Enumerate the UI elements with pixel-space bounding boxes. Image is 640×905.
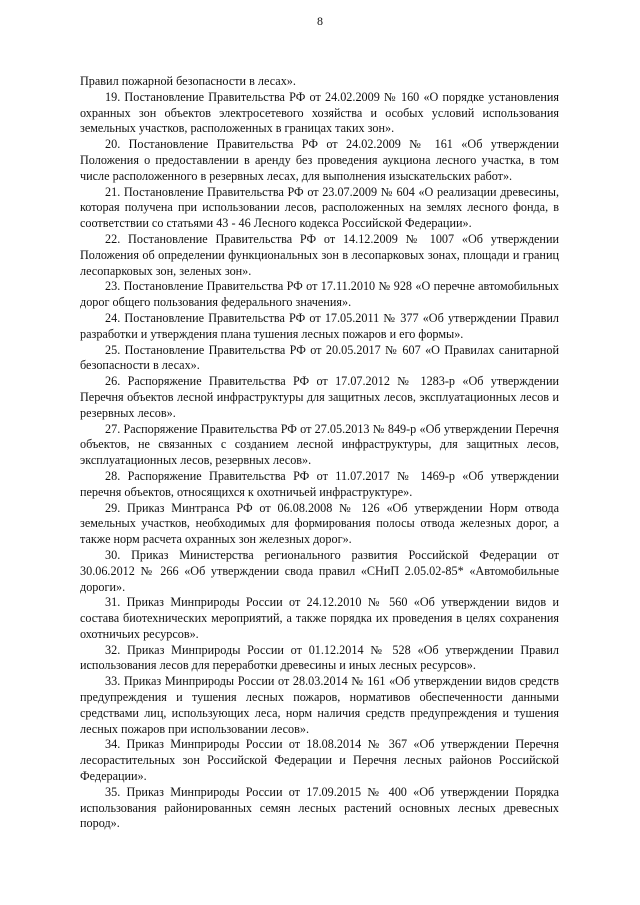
list-item: 34. Приказ Минприроды России от 18.08.2014 № 367 «Об утверждении Перечня лесорастительных зон Российской Федерации и Перечня лесных районов Российской Федерации». xyxy=(80,737,559,784)
list-item: 31. Приказ Минприроды России от 24.12.2010 № 560 «Об утверждении видов и состава биотехнических мероприятий, а также порядка их проведения в целях сохранения охотничьих ресурсов». xyxy=(80,595,559,641)
list-item: 35. Приказ Минприроды России от 17.09.2015 № 400 «Об утверждении Порядка использования районированных семян лесных растений основных лесных древесных пород». xyxy=(80,784,559,831)
list-item: 23. Постановление Правительства РФ от 17.11.2010 № 928 «О перечне автомобильных дорог общего пользования федерального значения». xyxy=(80,279,559,310)
list-item: 21. Постановление Правительства РФ от 23.07.2009 № 604 «О реализации древесины, которая получена при использовании лесов, расположенных на землях лесного фонда, в соответствии со статьями 43 - 46 Лесного кодекса Российской Федерации». xyxy=(80,184,559,231)
list-item: 29. Приказ Минтранса РФ от 06.08.2008 № 126 «Об утверждении Норм отвода земельных участков, необходимых для формирования полосы отвода железных дорог, а также норм расчета охранных зон железных дорог». xyxy=(80,500,559,547)
list-item: 26. Распоряжение Правительства РФ от 17.07.2012 № 1283-р «Об утверждении Перечня объектов лесной инфраструктуры для защитных лесов, эксплуатационных лесов и резервных лесов». xyxy=(80,374,559,420)
regulations-list xyxy=(80,74,559,832)
list-item: 33. Приказ Минприроды России от 28.03.2014 № 161 «Об утверждении видов средств предупреждения и тушения лесных пожаров, нормативов обеспеченности данными средствами лиц, использующих леса, норм наличия средств предупреждения и тушения лесных пожаров при использовании лесов». xyxy=(80,674,559,736)
list-item: 24. Постановление Правительства РФ от 17.05.2011 № 377 «Об утверждении Правил разработки и утверждения плана тушения лесных пожаров и его формы». xyxy=(80,310,559,341)
list-item: 30. Приказ Министерства регионального развития Российской Федерации от 30.06.2012 № 266 «Об утверждении свода правил «СНиП 2.05.02-85* «Автомобильные дороги». xyxy=(80,547,559,594)
list-item: 19. Постановление Правительства РФ от 24.02.2009 № 160 «О порядке установления охранных зон объектов электросетевого хозяйства и особых условий использования земельных участков, расположенных в границах таких зон». xyxy=(80,89,559,136)
list-item: 28. Распоряжение Правительства РФ от 11.07.2017 № 1469-р «Об утверждении перечня объектов, относящихся к охотничьей инфраструктуре». xyxy=(80,468,559,499)
list-item: 20. Постановление Правительства РФ от 24.02.2009 № 161 «Об утверждении Положения о предоставлении в аренду без проведения аукциона лесного участка, в том числе расположенного в резервных лесах, для выполнения изыскательских работ». xyxy=(80,137,559,183)
list-item: 32. Приказ Минприроды России от 01.12.2014 № 528 «Об утверждении Правил использования лесов для переработки древесины и иных лесных ресурсов». xyxy=(80,642,559,673)
page-number: 8 xyxy=(317,14,323,28)
list-item: 22. Постановление Правительства РФ от 14.12.2009 № 1007 «Об утверждении Положения об определении функциональных зон в лесопарковых зонах, площади и границ лесопарковых зон, зеленых зон». xyxy=(80,231,559,278)
list-item: 25. Постановление Правительства РФ от 20.05.2017 № 607 «О Правилах санитарной безопасности в лесах». xyxy=(80,342,559,373)
list-item: 27. Распоряжение Правительства РФ от 27.05.2013 № 849-р «Об утверждении Перечня объектов, не связанных с созданием лесной инфраструктуры, для защитных лесов, эксплуатационных лесов, резервных лесов». xyxy=(80,421,559,468)
continuation-paragraph: Правил пожарной безопасности в лесах». xyxy=(80,74,296,88)
